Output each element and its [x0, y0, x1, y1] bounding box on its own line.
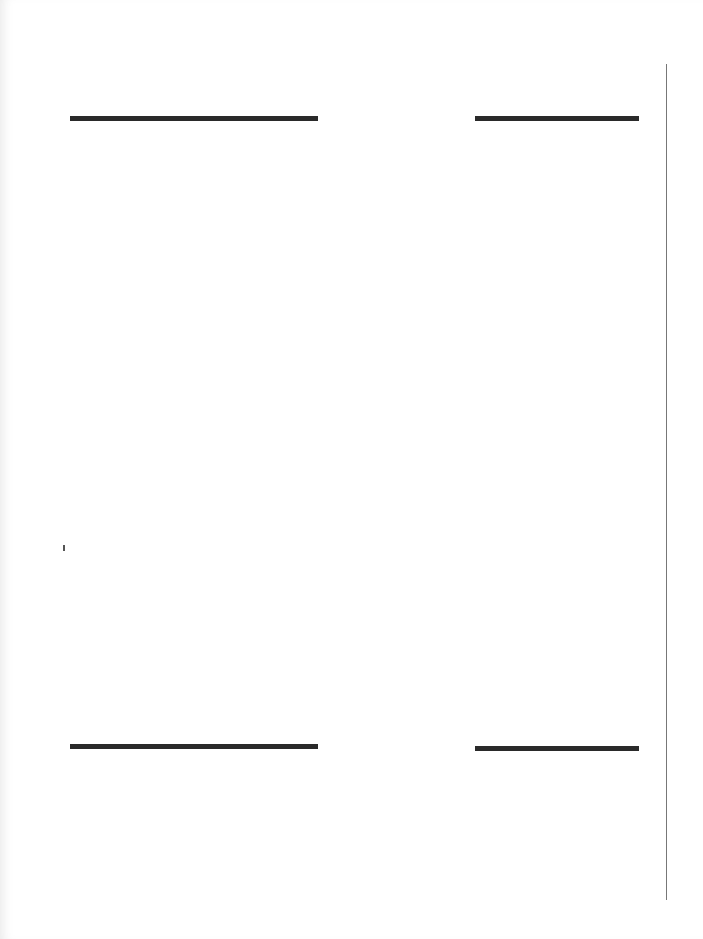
ink-speck [63, 545, 65, 551]
prev-entry-top-rule [475, 116, 639, 121]
entry-bottom-rule [70, 744, 318, 749]
prev-entry-bottom-rule [475, 746, 639, 751]
entry-top-rule [70, 116, 318, 121]
running-head-rule [666, 64, 667, 900]
